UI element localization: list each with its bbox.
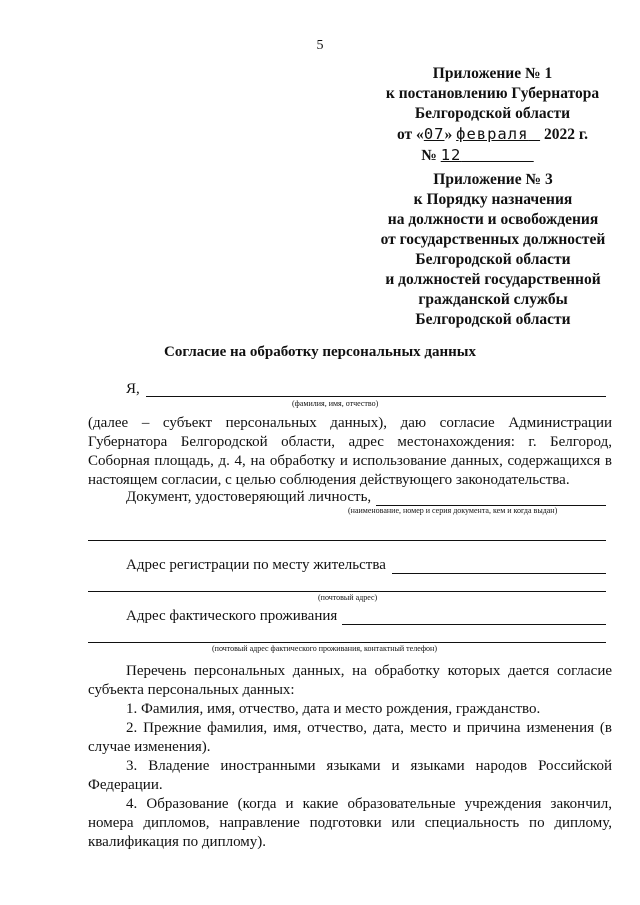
list-item: 2. Прежние фамилия, имя, отчество, дата, место и причина изменения (в случае изменения). — [88, 720, 612, 755]
annex1-line: к постановлению Губернатора — [385, 85, 600, 102]
annex1-line: Белгородской области — [414, 105, 571, 122]
date-month: февраля — [456, 125, 529, 143]
reg-address-line[interactable] — [392, 573, 606, 574]
annex1-date — [360, 124, 625, 145]
actual-hint: (почтовый адрес фактического проживания, контактный телефон) — [212, 644, 437, 653]
id-doc-hint: (наименование, номер и серия документа, кем и когда выдан) — [348, 506, 558, 515]
date-mid: » — [444, 126, 453, 143]
fio-hint: (фамилия, имя, отчество) — [292, 399, 379, 408]
actual-address-label: Адрес фактического проживания — [126, 608, 338, 624]
date-year: 2022 г. — [543, 126, 588, 143]
reg-address-label: Адрес регистрации по месту жительства — [126, 557, 386, 573]
actual-address-line[interactable] — [342, 624, 606, 625]
number-value: 12 — [440, 146, 462, 164]
list-item: 4. Образование (когда и какие образовательные учреждения закончил, номера дипломов, направление подготовки или специальность по диплому, квалификация по диплому). — [88, 796, 612, 850]
annex1-title: Приложение № 1 — [432, 65, 553, 82]
consent-text: (далее – субъект персональных данных), даю согласие Администрации Губернатора Белгородской области, адрес местонахождения: г. Белгород, Соборная площадь, д. 4, на обработку и использование данных, содержащихся в настоящем согласии, с целью соблюдения действующего законодательства. — [88, 415, 612, 488]
id-doc-line-2[interactable] — [88, 540, 606, 541]
date-day: 07 — [423, 125, 445, 143]
consent-paragraph — [88, 414, 612, 490]
number-prefix: № — [421, 147, 437, 164]
actual-address-line-2[interactable] — [88, 642, 606, 643]
list-item: 1. Фамилия, имя, отчество, дата и место рождения, гражданство. — [126, 701, 541, 717]
postal-hint: (почтовый адрес) — [318, 593, 378, 602]
list-intro: Перечень персональных данных, на обработку которых дается согласие субъекта персональных данных: — [88, 663, 612, 698]
annex3-title: Приложение № 3 — [433, 171, 553, 188]
id-doc-label: Документ, удостоверяющий личность, — [126, 489, 372, 505]
ya-label: Я, — [126, 381, 140, 397]
document-title: Согласие на обработку персональных данных — [163, 344, 476, 360]
personal-data-list — [88, 662, 612, 852]
annex3-line: гражданской службы — [418, 291, 568, 308]
list-item: 3. Владение иностранными языками и языками народов Российской Федерации. — [88, 758, 612, 793]
annex1-block — [360, 64, 625, 166]
annex3-line: Белгородской области — [415, 251, 571, 268]
annex3-line: Белгородской области — [415, 311, 571, 328]
page-number: 5 — [316, 38, 324, 53]
annex3-line: от государственных должностей — [380, 231, 606, 248]
reg-address-line-2[interactable] — [88, 591, 606, 592]
annex3-block — [358, 170, 628, 330]
annex3-line: к Порядку назначения — [413, 191, 573, 208]
annex3-line: на должности и освобождения — [387, 211, 599, 228]
annex3-line: и должностей государственной — [385, 271, 601, 288]
date-prefix: от « — [397, 126, 424, 143]
fio-line[interactable] — [146, 396, 606, 397]
annex1-number — [360, 145, 625, 166]
